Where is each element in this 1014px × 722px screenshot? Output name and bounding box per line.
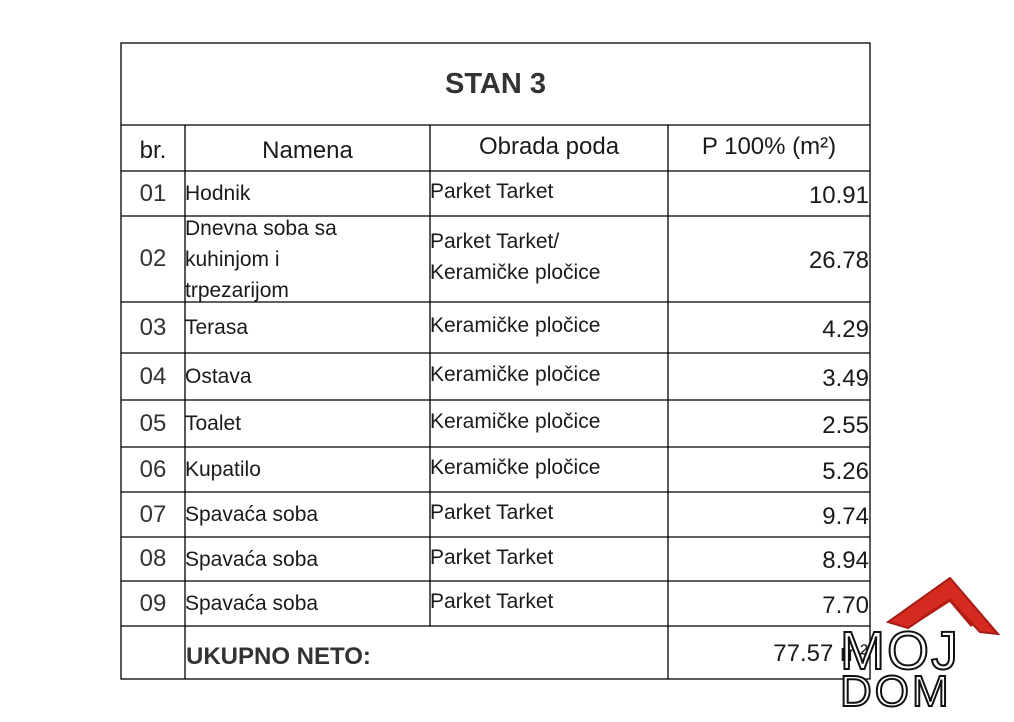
room-area: 4.29 <box>822 315 869 343</box>
room-name: Spavaća soba <box>185 592 319 615</box>
room-name: Ostava <box>185 365 252 388</box>
room-area: 10.91 <box>808 181 869 209</box>
header-namena: Namena <box>262 137 353 164</box>
total-label: UKUPNO NETO: <box>186 643 371 670</box>
row-number: 02 <box>139 245 167 272</box>
floor-finish: Keramičke pločice <box>430 314 601 337</box>
floor-finish: Parket Tarket <box>430 590 554 613</box>
table-title: STAN 3 <box>445 68 546 100</box>
room-name: Hodnik <box>185 182 251 205</box>
floor-finish: Keramičke pločice <box>430 261 601 284</box>
room-name: Terasa <box>185 316 249 339</box>
floor-finish: Parket Tarket <box>430 180 554 203</box>
room-area: 7.70 <box>822 591 869 619</box>
row-number: 04 <box>139 362 167 390</box>
room-name: kuhinjom i <box>185 247 280 271</box>
room-name: Toalet <box>185 412 242 435</box>
floor-finish: Parket Tarket <box>430 501 554 524</box>
room-name: trpezarijom <box>185 278 289 302</box>
header-obrada-poda: Obrada poda <box>478 133 620 160</box>
room-area: 2.55 <box>822 411 869 439</box>
room-area: 8.94 <box>822 547 869 574</box>
moj-dom-logo <box>830 570 1010 720</box>
row-number: 03 <box>139 313 167 341</box>
floor-finish: Keramičke pločice <box>430 410 601 433</box>
floor-finish: Parket Tarket/ <box>430 230 560 253</box>
floor-finish: Keramičke pločice <box>430 456 601 479</box>
row-number: 07 <box>139 500 167 528</box>
row-number: 08 <box>139 545 167 572</box>
floor-finish: Keramičke pločice <box>430 363 601 386</box>
logo-text-dom: DOM <box>840 667 952 716</box>
room-area: 5.26 <box>822 457 869 485</box>
room-area: 9.74 <box>822 502 869 530</box>
header-br: br. <box>139 137 167 164</box>
room-name: Kupatilo <box>185 458 261 481</box>
room-name: Spavaća soba <box>185 503 319 526</box>
room-name: Dnevna soba sa <box>185 216 337 240</box>
row-number: 05 <box>139 409 167 437</box>
total-value: 77.57 m² <box>773 640 868 667</box>
row-number: 01 <box>139 179 167 207</box>
row-number: 06 <box>139 455 167 483</box>
room-area: 26.78 <box>808 247 869 274</box>
row-number: 09 <box>139 589 167 617</box>
logo-text-moj: MOJ <box>840 621 960 681</box>
floor-finish: Parket Tarket <box>430 545 554 569</box>
room-area: 3.49 <box>822 364 869 392</box>
header-povrsina: P 100% (m²) <box>701 133 837 160</box>
room-name: Spavaća soba <box>185 547 319 571</box>
